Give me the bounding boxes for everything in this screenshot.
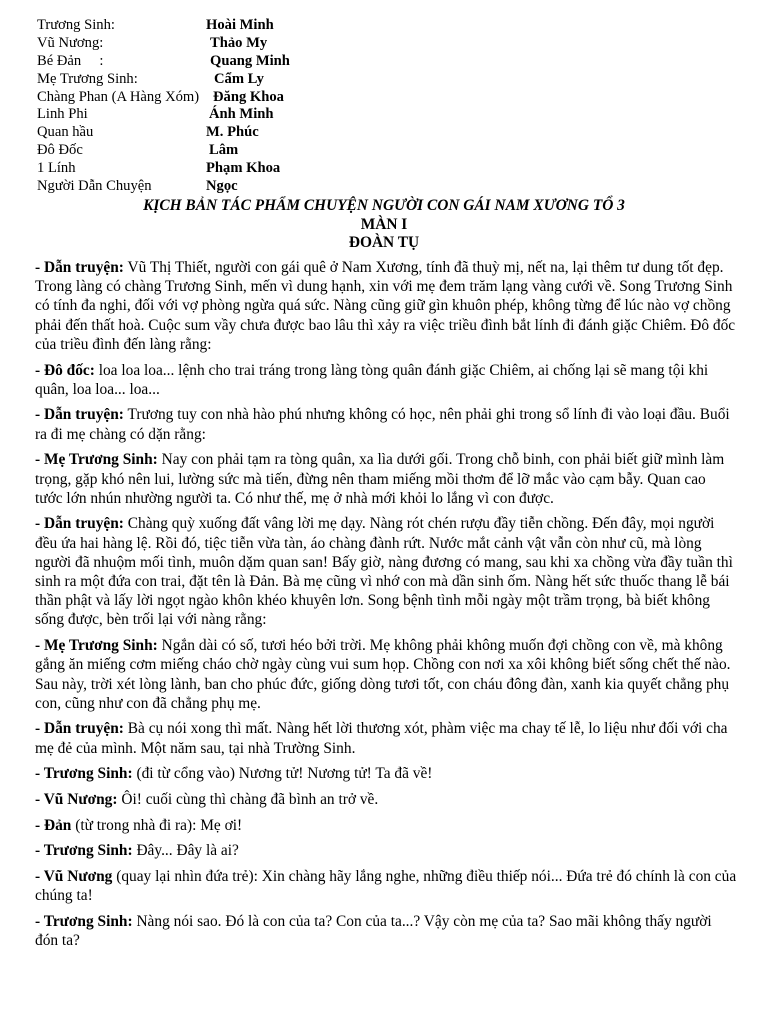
cast-row bbox=[37, 17, 737, 35]
act-heading: MÀN I bbox=[360, 215, 408, 233]
speaker-label: - Vũ Nương bbox=[35, 868, 113, 886]
cast-row bbox=[37, 142, 737, 160]
script-body bbox=[35, 258, 737, 957]
cast-role: Trương Sinh: bbox=[37, 17, 115, 33]
cast-role: Linh Phi bbox=[37, 106, 88, 123]
cast-actor: Đăng Khoa bbox=[213, 88, 284, 105]
cast-row bbox=[37, 35, 737, 53]
cast-role: Bé Đản : bbox=[37, 52, 104, 69]
dialogue-paragraph bbox=[35, 790, 737, 809]
speaker-label: - Đản bbox=[35, 816, 72, 834]
cast-row bbox=[37, 160, 737, 178]
scene-heading: ĐOÀN TỤ bbox=[348, 234, 420, 251]
cast-actor: Ngọc bbox=[206, 178, 238, 195]
cast-row bbox=[37, 89, 737, 107]
dialogue-text: loa loa loa... lệnh cho trai tráng trong làng tòng quân đánh giặc Chiêm, ai chống lại sẽ mang tội khi quân, loa loa... loa... bbox=[35, 361, 709, 398]
dialogue-text: (từ trong nhà đi ra): Mẹ ơi! bbox=[71, 816, 243, 834]
dialogue-paragraph bbox=[35, 405, 737, 443]
dialogue-paragraph bbox=[35, 450, 737, 508]
dialogue-paragraph bbox=[35, 719, 737, 757]
dialogue-text: Chàng quỳ xuống đất vâng lời mẹ dạy. Nàng rót chén rượu đầy tiễn chồng. Đến đây, mọi người đều ứa hai hàng lệ. Rồi đó, tiệc tiễn vừa tàn, áo chàng đành rứt. Nước mắt cảnh vật vẫn còn như cũ, mà lòng người đã nhuộm mối tình, muôn dặm quan san! Bấy giờ, nàng đương có mang, sau khi xa chồng vừa đầy tuần thì sinh ra một đứa con trai, đặt tên là Đản. Bà mẹ cũng vì nhớ con mà dần sinh ốm. Nàng hết sức thuốc thang lễ bái thần phật và lấy lời ngọt ngào khôn khéo khuyên lơn. Song bệnh tình mỗi ngày một trầm trọng, bà biết không sống được, bèn trối lại với nàng rằng: bbox=[35, 515, 733, 629]
speaker-label: - Trương Sinh: bbox=[35, 913, 133, 931]
dialogue-paragraph bbox=[35, 514, 737, 629]
dialogue-text: Vũ Thị Thiết, người con gái quê ở Nam Xương, tính đã thuỳ mị, nết na, lại thêm tư dung tốt đẹp. Trong làng có chàng Trương Sinh, mến vì dung hạnh, xin với mẹ đem trăm lạng vàng cưới về. Song Trương Sinh có tính đa nghi, đối với vợ phòng ngừa quá sức. Nàng cũng giữ gìn khuôn phép, không từng để lúc nào vợ chồng phải đến thất hoà. Cuộc sum vầy chưa được bao lâu thì xảy ra việc triều đình bắt lính đi đánh giặc Chiêm. Đô đốc của triều đình đến làng rằng: bbox=[35, 259, 736, 353]
dialogue-paragraph bbox=[35, 361, 737, 399]
cast-actor: Quang Minh bbox=[210, 52, 290, 69]
cast-row bbox=[37, 106, 737, 124]
cast-role: 1 Lính bbox=[37, 160, 76, 177]
dialogue-paragraph bbox=[35, 636, 737, 713]
speaker-label: - Dẫn truyện: bbox=[35, 406, 124, 424]
dialogue-text: Trương tuy con nhà hào phú nhưng không có học, nên phải ghi trong sổ lính đi vào loại đầu. Buổi ra đi mẹ chàng có dặn rằng: bbox=[35, 406, 730, 443]
play-title: KỊCH BẢN TÁC PHẨM CHUYỆN NGƯỜI CON GÁI NAM XƯƠNG TỔ 3 bbox=[143, 197, 625, 214]
cast-row bbox=[37, 53, 737, 71]
cast-actor: Lâm bbox=[209, 142, 239, 159]
cast-role: Vũ Nương: bbox=[37, 34, 104, 51]
speaker-label: - Mẹ Trương Sinh: bbox=[35, 451, 158, 469]
dialogue-paragraph bbox=[35, 816, 737, 835]
cast-actor: M. Phúc bbox=[206, 124, 259, 141]
cast-role: Đô Đốc bbox=[37, 142, 83, 159]
speaker-label: - Dẫn truyện: bbox=[35, 515, 124, 533]
cast-actor: Phạm Khoa bbox=[206, 160, 281, 177]
dialogue-text: (quay lại nhìn đứa trẻ): Xin chàng hãy lắng nghe, những điều thiếp nói... Đứa trẻ đó chính là con của chúng ta! bbox=[35, 868, 737, 905]
dialogue-paragraph bbox=[35, 841, 737, 860]
cast-list bbox=[37, 17, 737, 196]
cast-row bbox=[37, 124, 737, 142]
dialogue-paragraph bbox=[35, 912, 737, 950]
speaker-label: - Dẫn truyện: bbox=[35, 259, 124, 276]
cast-actor: Cẩm Ly bbox=[214, 70, 264, 87]
cast-actor: Thảo My bbox=[210, 34, 268, 51]
title-block bbox=[0, 197, 768, 253]
speaker-label: - Vũ Nương: bbox=[35, 791, 118, 809]
speaker-label: - Trương Sinh: bbox=[35, 842, 133, 860]
cast-role: Quan hầu bbox=[37, 124, 94, 141]
dialogue-paragraph bbox=[35, 867, 737, 905]
cast-actor: Hoài Minh bbox=[206, 17, 274, 33]
cast-row bbox=[37, 71, 737, 89]
dialogue-text: Ngắn dài có số, tươi héo bởi trời. Mẹ không phải không muốn đợi chồng con về, mà không gắng ăn miếng cơm miếng cháo chờ ngày cùng vui sum họp. Chồng con nơi xa xôi không biết sống chết thế nào. Sau này, trời xét lòng lành, ban cho phúc đức, giống dòng tươi tốt, con cháu đông đàn, xanh kia quyết chẳng phụ con, cũng như con đã chẳng phụ mẹ. bbox=[35, 637, 731, 712]
dialogue-text: Bà cụ nói xong thì mất. Nàng hết lời thương xót, phàm việc ma chay tế lễ, lo liệu như đối với cha mẹ đẻ của mình. Một năm sau, tại nhà Trường Sinh. bbox=[35, 720, 728, 757]
speaker-label: - Đô đốc: bbox=[35, 361, 95, 379]
speaker-label: - Dẫn truyện: bbox=[35, 720, 124, 738]
dialogue-paragraph bbox=[35, 764, 737, 783]
speaker-label: - Mẹ Trương Sinh: bbox=[35, 637, 158, 655]
dialogue-text: (đi từ cổng vào) Nương tử! Nương tử! Ta đã về! bbox=[132, 765, 433, 783]
dialogue-text: Nay con phải tạm ra tòng quân, xa lìa dưới gối. Trong chỗ binh, con phải biết giữ mình làm trọng, gặp khó nên lui, lường sức mà tiến, đừng nên tham miếng mồi thơm để lỡ mắc vào cạm bẫy. Quan cao tước lớn nhún nhường người ta. Có như thế, mẹ ở nhà mới khỏi lo lắng vì con được. bbox=[35, 451, 725, 507]
dialogue-paragraph bbox=[35, 258, 737, 354]
dialogue-text: Đây... Đây là ai? bbox=[132, 842, 239, 860]
dialogue-text: Ôi! cuối cùng thì chàng đã bình an trở về. bbox=[117, 791, 379, 809]
cast-role: Chàng Phan (A Hàng Xóm) bbox=[37, 88, 200, 105]
cast-actor: Ánh Minh bbox=[209, 106, 274, 123]
dialogue-text: Nàng nói sao. Đó là con của ta? Con của ta...? Vậy còn mẹ của ta? Sao mãi không thấy người đón ta? bbox=[35, 913, 712, 950]
cast-role: Người Dẫn Chuyện bbox=[37, 178, 152, 195]
cast-role: Mẹ Trương Sinh: bbox=[37, 70, 138, 87]
speaker-label: - Trương Sinh: bbox=[35, 765, 133, 783]
cast-row bbox=[37, 178, 737, 196]
